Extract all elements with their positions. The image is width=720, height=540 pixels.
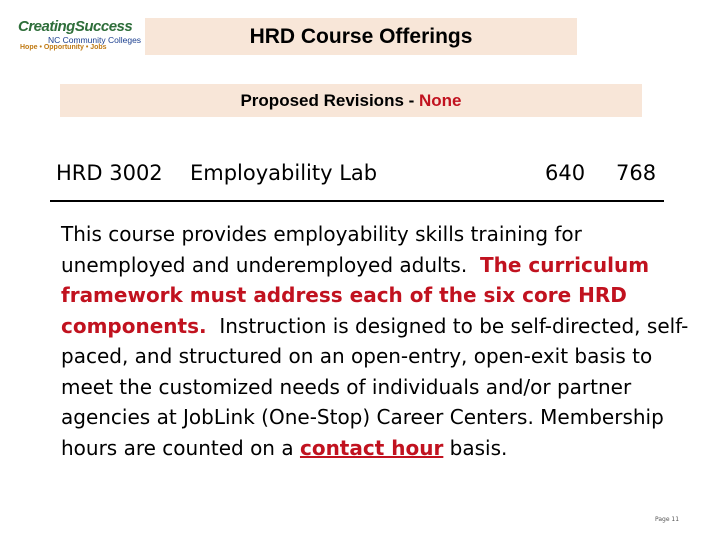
description-emphasis: The curriculum framework must address each of the six core HRD components. xyxy=(61,252,650,338)
course-description xyxy=(61,219,691,463)
contact-hour-emphasis: contact hour xyxy=(299,435,444,460)
logo-main-text: CreatingSuccess xyxy=(18,18,133,35)
course-code: HRD 3002 xyxy=(56,161,163,185)
description-text-3: basis. xyxy=(443,435,508,460)
revisions-label: Proposed Revisions - xyxy=(240,90,420,110)
page-title: HRD Course Offerings xyxy=(145,18,577,55)
description-text-1: This course provides employability skills training for unemployed and underemployed adults. xyxy=(61,222,589,277)
course-hours-b: 768 xyxy=(616,161,657,185)
page-number: Page 11 xyxy=(655,516,680,523)
course-name: Employability Lab xyxy=(190,161,378,185)
description-text-2: Instruction is designed to be self-directed, self-paced, and structured on an open-entry, open-exit basis to meet the customized needs of individuals and/or partner agencies at JobLink (One-Stop) Career Centers. Membership hours are counted on a xyxy=(61,313,689,460)
divider-line xyxy=(50,200,664,202)
logo-tagline: Hope • Opportunity • Jobs xyxy=(20,44,107,51)
proposed-revisions-banner xyxy=(60,84,642,117)
course-hours-a: 640 xyxy=(545,161,586,185)
revisions-value: None xyxy=(419,90,462,110)
logo-sub-text: NC Community Colleges xyxy=(48,35,142,45)
creating-success-logo xyxy=(18,18,144,54)
